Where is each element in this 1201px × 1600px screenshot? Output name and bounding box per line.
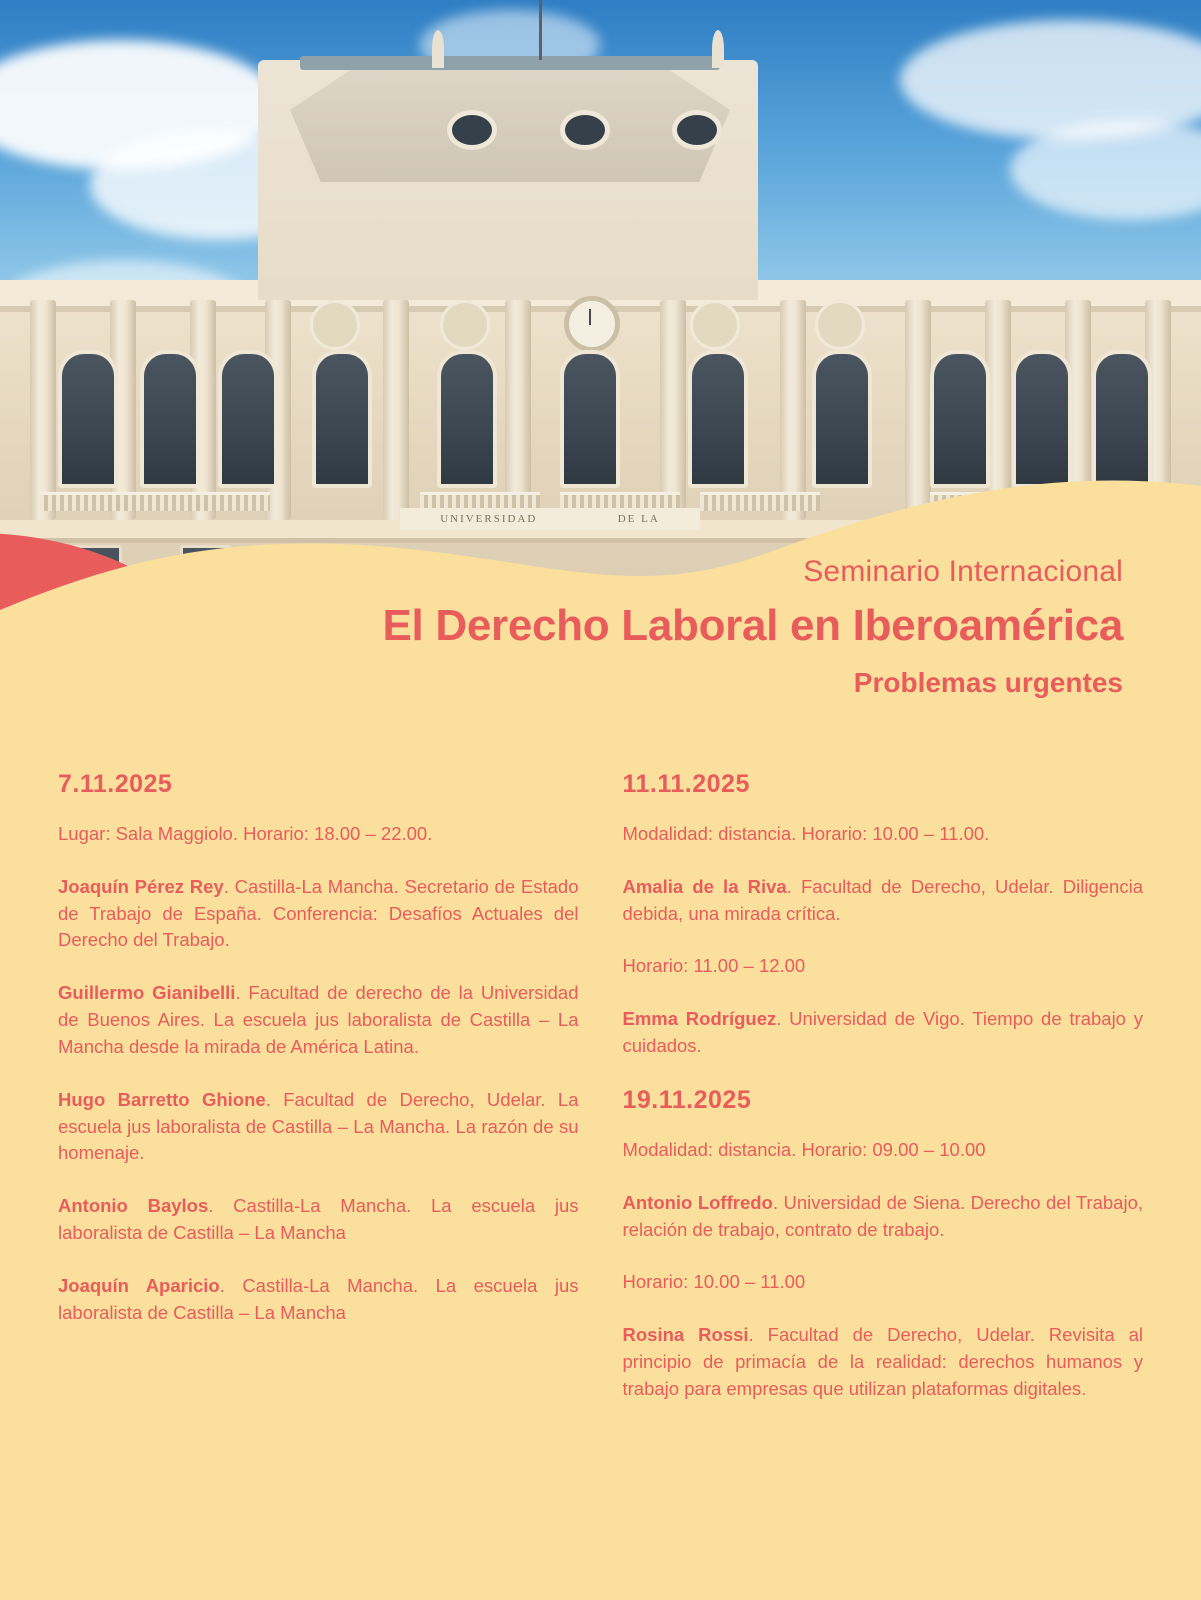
program-entry bbox=[623, 874, 1144, 928]
speaker-description: . Castilla-La Mancha. La escuela jus laboralista de Castilla – La Mancha bbox=[58, 1195, 579, 1243]
facade-window bbox=[812, 350, 872, 488]
facade-column bbox=[505, 300, 531, 520]
poster-header bbox=[223, 555, 1123, 699]
facade-column bbox=[780, 300, 806, 520]
program-entry bbox=[58, 980, 579, 1060]
facade-medallion bbox=[815, 300, 865, 350]
facade-window bbox=[1092, 350, 1152, 488]
speaker-name: Guillermo Gianibelli bbox=[58, 982, 236, 1004]
oculus-window bbox=[560, 110, 610, 150]
speaker-description: . Castilla-La Mancha. La escuela jus laboralista de Castilla – La Mancha bbox=[58, 1274, 579, 1323]
facade-medallion bbox=[690, 300, 740, 350]
facade-window bbox=[688, 350, 748, 488]
facade-column bbox=[660, 300, 686, 520]
program-entry bbox=[623, 1190, 1144, 1244]
program-entry bbox=[623, 1322, 1144, 1402]
speaker-name: Joaquín Pérez Rey bbox=[58, 875, 224, 897]
facade-balustrade bbox=[700, 492, 820, 511]
page-title: El Derecho Laboral en Iberoamérica bbox=[382, 601, 1123, 650]
speaker-name: Antonio Baylos bbox=[58, 1195, 209, 1217]
facade-column bbox=[905, 300, 931, 520]
speaker-name: Rosina Rossi bbox=[622, 1324, 749, 1346]
facade-window bbox=[218, 350, 278, 488]
speaker-description: . Facultad de derecho de la Universidad de Buenos Aires. La escuela jus laboralista de Castilla – La Mancha desde la mirada de América Latina. bbox=[58, 982, 579, 1057]
oculus-window bbox=[447, 110, 497, 150]
speaker-name: Emma Rodríguez bbox=[622, 1008, 777, 1030]
finial-icon bbox=[432, 30, 444, 68]
session-logistics-1: Lugar: Sala Maggiolo. Horario: 18.00 – 22.00. bbox=[58, 823, 433, 844]
session-logistics-4: Modalidad: distancia. Horario: 09.00 – 10.00 bbox=[622, 1138, 986, 1160]
speaker-description: . Facultad de Derecho, Udelar. Revisita al principio de primacía de la realidad: derechos humanos y trabajo para empresas que utilizan plataformas digitales. bbox=[622, 1324, 1143, 1399]
event-subtitle: Problemas urgentes bbox=[853, 667, 1123, 698]
program-entry bbox=[58, 874, 579, 954]
finial-icon bbox=[712, 30, 724, 68]
speaker-name: Amalia de la Riva bbox=[622, 875, 787, 897]
facade-column bbox=[383, 300, 409, 520]
facade-balustrade bbox=[40, 492, 270, 511]
plaque-text-right: DE LA bbox=[617, 513, 660, 525]
program-entry bbox=[58, 1087, 579, 1167]
speaker-description: . Universidad de Vigo. Tiempo de trabajo y cuidados. bbox=[622, 1008, 1143, 1057]
program-entry bbox=[58, 1273, 579, 1327]
speaker-description: . Facultad de Derecho, Udelar. Diligencia debida, una mirada crítica. bbox=[622, 875, 1143, 924]
oculus-window bbox=[672, 110, 722, 150]
speaker-description: . Universidad de Siena. Derecho del Trabajo, relación de trabajo, contrato de trabajo. bbox=[622, 1191, 1143, 1240]
building-plaque bbox=[400, 508, 700, 530]
facade-window bbox=[58, 350, 118, 488]
event-kicker: Seminario Internacional bbox=[803, 555, 1123, 588]
program-column-left bbox=[58, 770, 579, 1403]
session-date-2: 11.11.2025 bbox=[622, 770, 750, 798]
speaker-description: . Castilla-La Mancha. Secretario de Estado de Trabajo de España. Conferencia: Desafíos Actuales del Derecho del Trabajo. bbox=[58, 875, 579, 951]
roof-ridge bbox=[300, 56, 720, 70]
spire-icon bbox=[539, 0, 542, 60]
speaker-name: Hugo Barretto Ghione bbox=[58, 1088, 266, 1110]
program-entry bbox=[58, 1193, 579, 1247]
session-logistics-3: Horario: 11.00 – 12.00 bbox=[622, 955, 806, 977]
facade-window bbox=[1012, 350, 1072, 488]
facade-window bbox=[140, 350, 200, 488]
session-date-1: 7.11.2025 bbox=[58, 770, 173, 798]
facade-window bbox=[930, 350, 990, 488]
facade-column bbox=[30, 300, 56, 520]
session-logistics-2: Modalidad: distancia. Horario: 10.00 – 11.00. bbox=[622, 823, 990, 844]
facade-medallion bbox=[310, 300, 360, 350]
mansard-roof bbox=[290, 62, 730, 182]
speaker-name: Antonio Loffredo bbox=[622, 1191, 773, 1213]
facade-medallion bbox=[440, 300, 490, 350]
facade-clock-icon bbox=[564, 296, 620, 352]
program-column-right bbox=[623, 770, 1144, 1403]
facade-window bbox=[437, 350, 497, 488]
program-entry bbox=[623, 1006, 1144, 1060]
speaker-description: . Facultad de Derecho, Udelar. La escuela jus laboralista de Castilla – La Mancha. La razón de su homenaje. bbox=[58, 1088, 579, 1164]
program-columns bbox=[0, 770, 1201, 1403]
session-date-3: 19.11.2025 bbox=[622, 1085, 752, 1114]
facade-window bbox=[560, 350, 620, 488]
session-logistics-5: Horario: 10.00 – 11.00 bbox=[622, 1271, 806, 1293]
speaker-name: Joaquín Aparicio bbox=[58, 1274, 220, 1296]
facade-window bbox=[312, 350, 372, 488]
plaque-text-left: UNIVERSIDAD bbox=[440, 513, 538, 525]
